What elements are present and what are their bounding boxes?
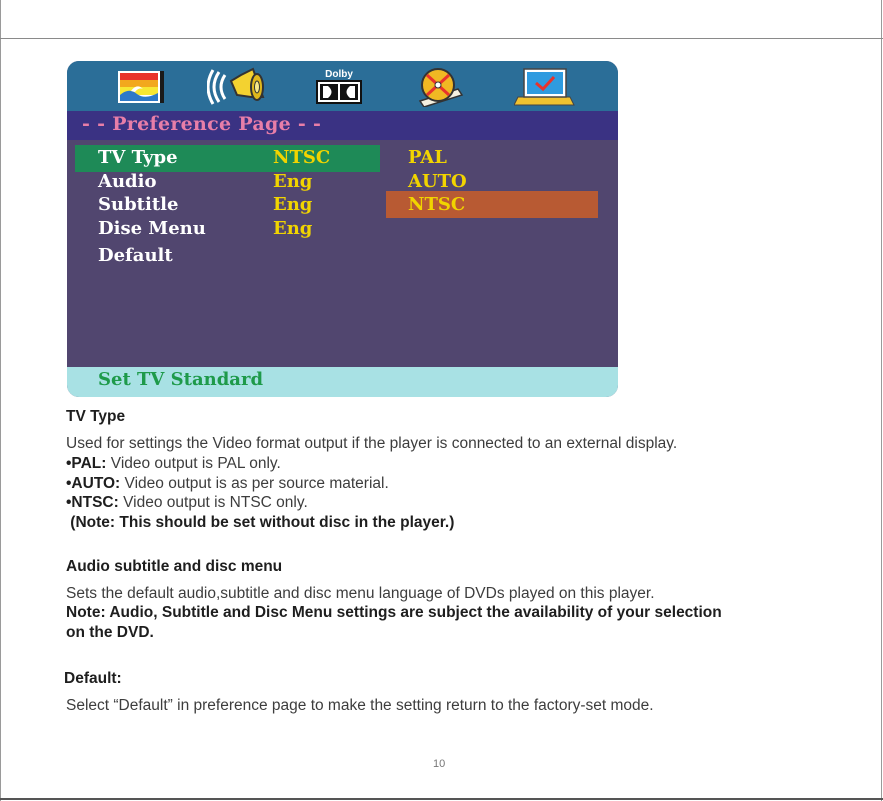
audio-note-line1: Note: Audio, Subtitle and Disc Menu settings are subject the availability of your selection	[66, 604, 722, 621]
option-ntsc[interactable]: NTSC	[408, 194, 466, 215]
bottom-rule	[0, 798, 883, 800]
tv-type-item-ntsc	[66, 493, 308, 512]
default-heading: Default:	[64, 670, 122, 687]
menu-value-disc-menu: Eng	[273, 218, 313, 239]
menu-item-audio[interactable]: Audio	[98, 171, 157, 192]
dvd-setup-menu	[67, 61, 618, 397]
auto-text: Video output is as per source material.	[120, 475, 389, 492]
audio-heading: Audio subtitle and disc menu	[66, 558, 283, 575]
page-border-right	[881, 0, 882, 801]
menu-value-audio: Eng	[273, 171, 313, 192]
top-rule	[0, 38, 883, 39]
preference-icon[interactable]	[514, 67, 576, 107]
menu-item-disc-menu[interactable]: Dise Menu	[98, 218, 206, 239]
menu-item-default[interactable]: Default	[98, 245, 173, 266]
option-pal[interactable]: PAL	[408, 147, 447, 168]
dolby-label: Dolby	[325, 69, 353, 80]
default-text: Select “Default” in preference page to make the setting return to the factory-set mode.	[66, 697, 654, 714]
audio-text: Sets the default audio,subtitle and disc menu language of DVDs played on this player.	[66, 585, 655, 602]
menu-item-subtitle[interactable]: Subtitle	[98, 194, 179, 215]
tv-type-note: (Note: This should be set without disc in the player.)	[66, 514, 455, 531]
page-title: - - Preference Page - -	[82, 113, 322, 135]
audio-note-line2: on the DVD.	[66, 624, 154, 641]
tv-type-heading: TV Type	[66, 408, 126, 425]
page-border-left	[0, 0, 1, 801]
tv-type-item-pal	[66, 454, 281, 473]
tv-type-item-auto	[66, 474, 389, 493]
auto-key: •AUTO:	[66, 475, 121, 492]
picture-icon[interactable]	[117, 67, 169, 107]
pal-key: •PAL:	[66, 455, 107, 472]
menu-value-subtitle: Eng	[273, 194, 313, 215]
menu-value-tv-type: NTSC	[273, 147, 331, 168]
disc-icon[interactable]	[412, 67, 467, 107]
menu-item-tv-type[interactable]: TV Type	[98, 147, 178, 168]
pal-text: Video output is PAL only.	[106, 455, 281, 472]
tv-type-intro: Used for settings the Video format output if the player is connected to an external display.	[66, 435, 678, 452]
page-number: 10	[433, 758, 446, 770]
status-text: Set TV Standard	[98, 369, 264, 390]
ntsc-text: Video output is NTSC only.	[118, 494, 308, 511]
dolby-icon[interactable]	[314, 67, 364, 107]
speaker-icon[interactable]	[207, 67, 267, 107]
option-auto[interactable]: AUTO	[408, 171, 467, 192]
ntsc-key: •NTSC:	[66, 494, 119, 511]
